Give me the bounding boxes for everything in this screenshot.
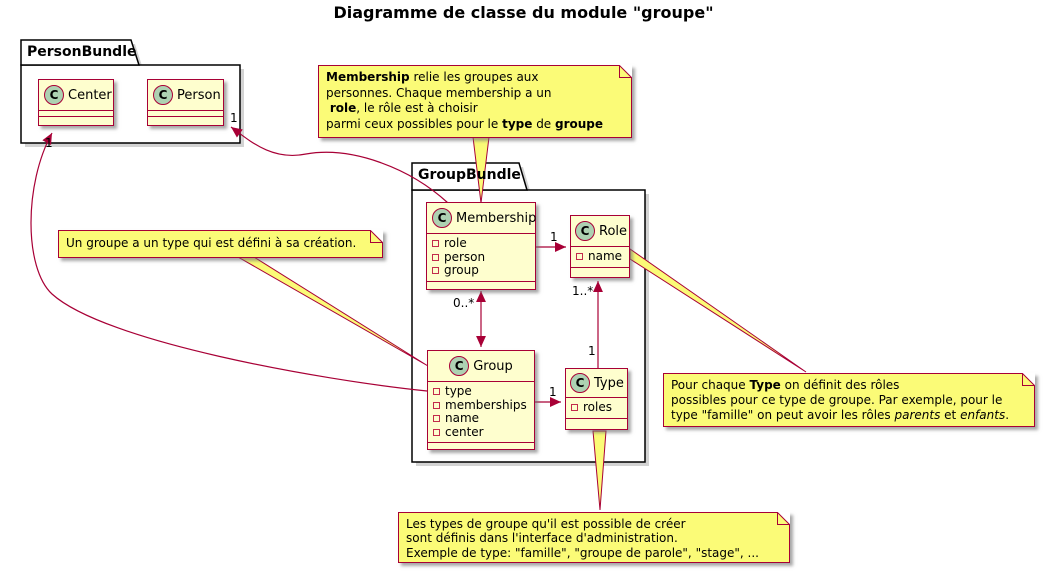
package-person-bundle-label: PersonBundle — [27, 44, 137, 60]
class-person — [147, 79, 224, 126]
class-fields — [427, 233, 535, 281]
text-run: parents — [894, 408, 941, 422]
note-line — [671, 393, 1027, 408]
class-methods-empty — [148, 116, 223, 125]
class-icon: C — [575, 221, 595, 241]
field-row — [433, 385, 529, 399]
multiplicity-label: 1 — [230, 111, 238, 125]
note-line — [66, 236, 375, 250]
class-icon: C — [570, 373, 590, 393]
note-line — [326, 70, 624, 86]
private-field-icon — [433, 415, 440, 422]
text-run: groupe — [555, 116, 604, 131]
text-run: Exemple de type: "famille", "groupe de parole", "stage", ... — [406, 545, 759, 560]
class-name: Group — [473, 358, 513, 374]
text-run: . — [1005, 408, 1010, 422]
class-role-header — [571, 216, 629, 246]
class-role — [570, 215, 630, 278]
note-type-roles — [663, 373, 1035, 427]
class-methods-empty — [571, 267, 629, 278]
association-group-center — [31, 133, 427, 391]
page-title: Diagramme de classe du module "groupe" — [333, 3, 714, 22]
package-group-bundle-label: GroupBundle — [418, 167, 521, 183]
private-field-icon — [432, 254, 439, 261]
class-methods-empty — [566, 418, 627, 430]
text-run: Membership — [326, 70, 410, 84]
class-icon: C — [449, 356, 469, 376]
class-methods-empty — [428, 442, 534, 449]
text-run: de — [532, 116, 556, 131]
field-label: name — [445, 411, 480, 426]
class-icon: C — [44, 85, 64, 105]
text-run: , le rôle est à choisir — [356, 101, 478, 115]
field-row — [433, 426, 529, 440]
class-name: Role — [599, 223, 628, 239]
field-label: type — [445, 384, 472, 399]
private-field-icon — [576, 253, 583, 260]
text-run: Les types de groupe qu'il est possible de créer — [406, 517, 686, 531]
note-line — [671, 378, 1027, 393]
note-line — [326, 101, 624, 117]
class-name: Person — [177, 87, 221, 103]
field-label: roles — [583, 400, 612, 415]
text-run: Type — [749, 378, 781, 392]
text-run: possibles pour ce type de groupe. Par exemple, pour le — [671, 393, 1003, 407]
field-row — [433, 412, 529, 426]
note-line — [326, 117, 624, 133]
class-group — [427, 350, 535, 450]
class-icon: C — [153, 85, 173, 105]
field-row — [433, 399, 529, 413]
text-run: Pour chaque — [671, 378, 750, 392]
note-line — [406, 531, 782, 545]
multiplicity-label: 0..* — [453, 296, 475, 310]
field-label: memberships — [445, 397, 527, 412]
text-run: personnes. Chaque membership a un — [326, 85, 552, 100]
text-run: sont définis dans l'interface d'administration. — [406, 531, 678, 546]
text-run: Un groupe a un type qui est défini à sa création. — [66, 236, 357, 250]
field-row — [432, 237, 530, 251]
note-line — [406, 517, 782, 531]
text-run: role — [329, 101, 357, 115]
multiplicity-label: 1 — [550, 230, 558, 244]
note-fold-icon — [619, 65, 632, 78]
note-line — [326, 86, 624, 102]
field-row — [432, 264, 530, 278]
class-membership-header — [427, 203, 535, 233]
field-row — [576, 250, 624, 264]
note-link-admin-types — [593, 431, 606, 510]
note-link-group-creation — [238, 257, 428, 366]
field-row — [432, 251, 530, 265]
text-run: enfants — [960, 408, 1006, 422]
field-label: group — [444, 263, 479, 278]
class-center-header — [39, 80, 113, 110]
note-line — [406, 546, 782, 560]
note-fold-icon — [370, 230, 383, 243]
private-field-icon — [432, 267, 439, 274]
class-fields — [428, 381, 534, 442]
private-field-icon — [433, 402, 440, 409]
text-run: type "famille" on peut avoir les rôles — [671, 408, 895, 422]
text-run: type — [502, 116, 533, 131]
multiplicity-label: 1 — [549, 385, 557, 399]
class-type-header — [566, 369, 627, 397]
note-line — [671, 408, 1027, 423]
class-name: Type — [594, 375, 624, 391]
note-admin-types — [398, 512, 790, 563]
multiplicity-label: 1..* — [572, 284, 594, 298]
class-name: Center — [68, 87, 112, 103]
class-group-header — [428, 351, 534, 381]
class-icon: C — [432, 208, 452, 228]
class-methods-empty — [39, 116, 113, 125]
text-run: parmi ceux possibles pour le — [326, 116, 503, 131]
private-field-icon — [433, 429, 440, 436]
text-run: relie les groupes aux — [409, 70, 539, 84]
multiplicity-label: 1 — [588, 344, 596, 358]
multiplicity-label: 1 — [45, 136, 53, 150]
class-center — [38, 79, 114, 126]
field-label: role — [444, 236, 467, 251]
private-field-icon — [432, 240, 439, 247]
class-fields — [566, 397, 627, 418]
note-link-type-roles — [630, 249, 806, 372]
private-field-icon — [433, 388, 440, 395]
class-type — [565, 368, 628, 430]
text-run: et — [940, 408, 961, 422]
field-label: center — [445, 424, 484, 439]
class-fields — [571, 246, 629, 267]
private-field-icon — [571, 404, 578, 411]
class-person-header — [148, 80, 223, 110]
note-fold-icon — [1022, 373, 1035, 386]
class-membership — [426, 202, 536, 290]
text-run: on définit des rôles — [780, 378, 900, 392]
field-label: person — [444, 249, 486, 264]
note-membership — [318, 65, 632, 138]
note-fold-icon — [777, 512, 790, 525]
class-methods-empty — [427, 281, 535, 290]
class-name: Membership — [456, 210, 537, 226]
field-row — [571, 401, 622, 415]
note-group-creation — [58, 230, 383, 258]
field-label: name — [588, 249, 623, 264]
